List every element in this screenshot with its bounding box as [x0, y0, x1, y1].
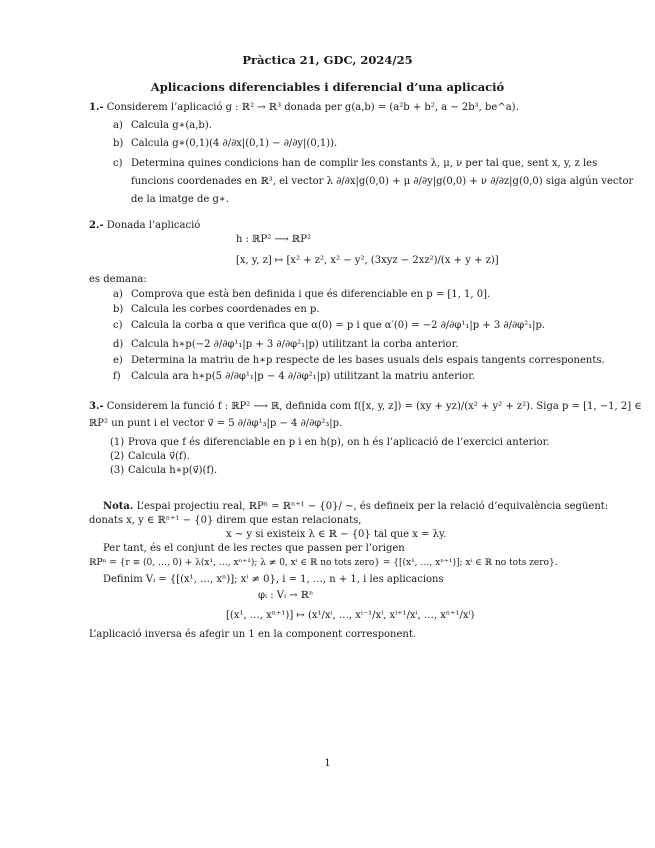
- exercise-2-item-f: f) Calcula ara h∗p(5 ∂/∂φ¹₁|p − 4 ∂/∂φ²₁|p) utilitzant la matriu anterior.: [113, 371, 476, 382]
- exercise-3-intro: [89, 400, 642, 413]
- note-line-9: L’aplicació inversa és afegir un 1 en la component corresponent.: [89, 629, 417, 640]
- exercise-3-item-2: (2) Calcula v⃗(f).: [110, 451, 190, 462]
- document-title: Pràctica 21, GDC, 2024/25: [242, 53, 413, 67]
- exercise-1-item-b: b) Calcula g∗(0,1)(4 ∂/∂x|(0,1) − ∂/∂y|(0,1)).: [113, 138, 338, 149]
- exercise-2-demand: es demana:: [89, 274, 147, 285]
- exercise-2-map-line-2: [x, y, z] ↦ [x² + z², x² − y², (3xyz − 2xz²)/(x + y + z)]: [236, 255, 499, 266]
- exercise-3-intro-line2: ℝP² un punt i el vector v⃗ = 5 ∂/∂φ¹₃|p − 4 ∂/∂φ²₃|p.: [89, 418, 343, 429]
- exercise-1-intro: [89, 101, 519, 114]
- note-line-3: x ∼ y si existeix λ ∈ ℝ − {0} tal que x = λy.: [226, 529, 447, 540]
- exercise-3-number: 3.-: [89, 401, 104, 412]
- page-number: 1: [324, 758, 331, 769]
- exercise-2-text: Donada l’aplicació: [106, 220, 201, 231]
- exercise-2-item-c: c) Calcula la corba α que verifica que α(0) = p i que α′(0) = −2 ∂/∂φ¹₁|p + 3 ∂/∂φ²₁|p.: [113, 320, 546, 331]
- note-line-1: Nota. L’espai projectiu real, ℝPⁿ = ℝⁿ⁺¹ − {0}/ ∼, és defineix per la relació d’equivalència següent:: [103, 501, 609, 512]
- note-line-7: φᵢ : Vᵢ → ℝⁿ: [258, 590, 314, 601]
- note-line-5: ℝPⁿ = {r ≡ (0, …, 0) + λ(x¹, …, xⁿ⁺¹); λ ≠ 0, xⁱ ∈ ℝ no tots zero} = {[(x¹, …, xⁿ⁺¹)]; xⁱ ∈ ℝ no tots zero}.: [89, 558, 558, 568]
- note-line-8: [(x¹, …, xⁿ⁺¹)] ↦ (x¹/xⁱ, …, xⁱ⁻¹/xⁱ, xⁱ⁺¹/xⁱ, …, xⁿ⁺¹/xⁱ): [226, 610, 475, 621]
- exercise-1-item-a: a) Calcula g∗(a,b).: [113, 120, 212, 131]
- exercise-2-item-a: a) Comprova que està ben definida i que és diferenciable en p = [1, 1, 0].: [113, 289, 491, 300]
- exercise-1-text: Considerem l’aplicació g : ℝ² → ℝ³ donada per g(a,b) = (a²b + b², a − 2b³, be^a).: [106, 102, 519, 113]
- note-line-6: Definim Vᵢ = {[(x¹, …, xⁿ)]; xⁱ ≠ 0}, i = 1, …, n + 1, i les aplicacions: [103, 574, 444, 585]
- exercise-2-item-d: d) Calcula h∗p(−2 ∂/∂φ¹₁|p + 3 ∂/∂φ²₁|p) utilitzant la corba anterior.: [113, 339, 459, 350]
- exercise-2-item-b: b) Calcula les corbes coordenades en p.: [113, 304, 320, 315]
- exercise-2-item-e: e) Determina la matriu de h∗p respecte de les bases usuals dels espais tangents corresponents.: [113, 355, 605, 366]
- exercise-1-number: 1.-: [89, 102, 104, 113]
- exercise-2-intro: [89, 219, 200, 232]
- note-heading: Nota.: [103, 501, 134, 512]
- exercise-1-item-c-line2: funcions coordenades en ℝ³, el vector λ ∂/∂x|g(0,0) + μ ∂/∂y|g(0,0) + ν ∂/∂z|g(0,0) siga algún vector: [131, 176, 634, 187]
- exercise-1-item-c: c) Determina quines condicions han de complir les constants λ, μ, ν per tal que, sent x, y, z les: [113, 158, 598, 169]
- note-line-2: donats x, y ∈ ℝⁿ⁺¹ − {0} direm que estan relacionats,: [89, 515, 362, 526]
- exercise-3-item-1: (1) Prova que f és diferenciable en p i en h(p), on h és l’aplicació de l’exercici anterior.: [110, 437, 550, 448]
- exercise-2-number: 2.-: [89, 220, 104, 231]
- document-subtitle: Aplicacions diferenciables i diferencial d’una aplicació: [150, 80, 505, 94]
- exercise-1-item-c-line3: de la imatge de g∗.: [131, 194, 229, 205]
- exercise-3-text: Considerem la funció f : ℝP² ⟶ ℝ, definida com f([x, y, z]) = (xy + yz)/(x² + y² + z²). Siga p = [1, −1, 2] ∈: [106, 401, 642, 412]
- note-line-4: Per tant, és el conjunt de les rectes que passen per l’origen: [103, 543, 405, 554]
- exercise-2-map-line-1: h : ℝP² ⟶ ℝP²: [236, 234, 311, 245]
- exercise-3-item-3: (3) Calcula h∗p(v⃗)(f).: [110, 465, 218, 476]
